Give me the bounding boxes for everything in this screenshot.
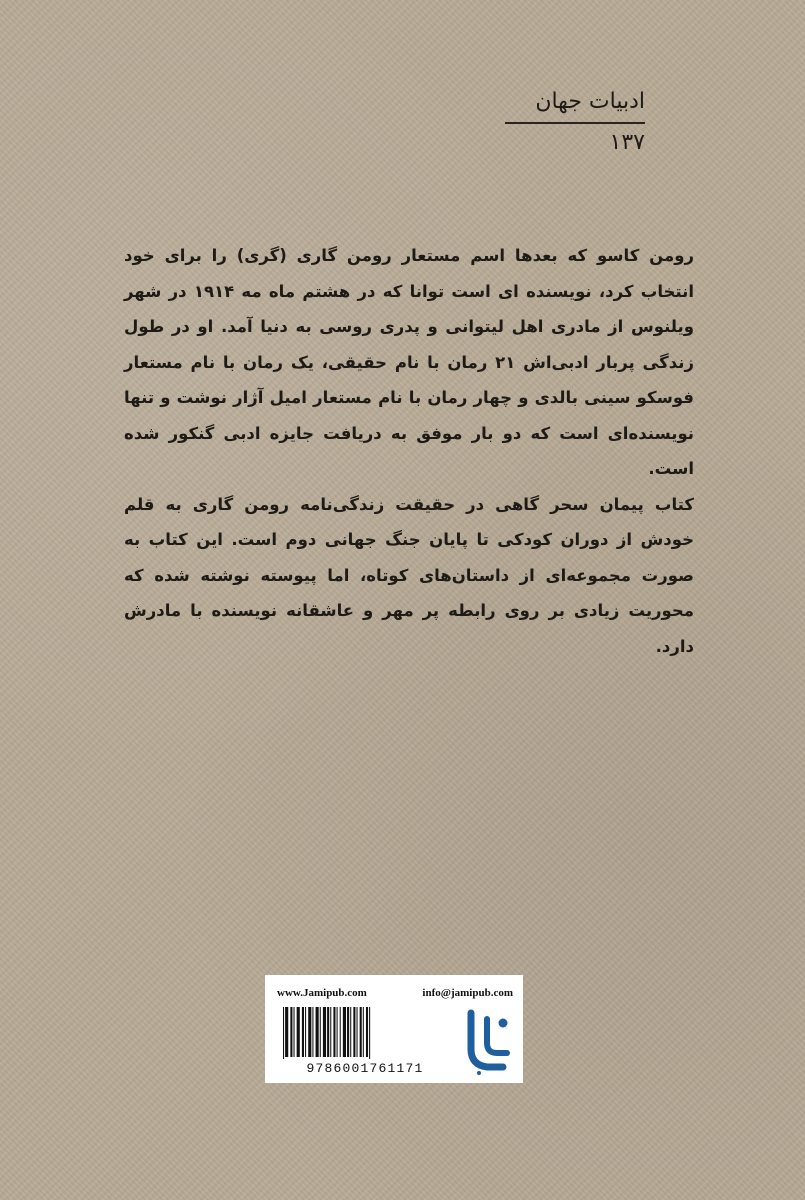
jami-logo-icon [463, 1009, 513, 1075]
barcode-bar [337, 1007, 338, 1057]
series-label [505, 88, 645, 158]
isbn-number: 9786001761171 [306, 1061, 424, 1076]
publisher-info-box [265, 975, 523, 1083]
barcode-bar [347, 1007, 349, 1057]
barcode-bar [294, 1007, 295, 1057]
barcode-bar [312, 1007, 313, 1057]
barcode-bar [327, 1007, 329, 1057]
series-title: ادبیات جهان [505, 88, 645, 124]
barcode-bar [297, 1007, 300, 1057]
barcode-bar [353, 1007, 355, 1057]
barcode-bar [316, 1007, 319, 1057]
barcode-bar [305, 1007, 306, 1057]
blurb-paragraph-1: رومن کاسو که بعدها اسم مستعار رومن گاری (گری) را برای خود انتخاب کرد، نویسنده ای است توانا که در هشتم ماه مه ۱۹۱۴ در شهر ویلنوس از مادری اهل لیتوانی و پدری روسی به دنیا آمد. او در طول زندگی پربار ادبی‌اش ۲۱ رمان با نام حقیقی، یک رمان با نام مستعار فوسکو سینی بالدی و چهار رمان با نام مستعار امیل آژار نوشت و تنها نویسنده‌ای است که دو بار موفق به دریافت جایزه ادبی گنکور شده است. [124, 246, 694, 478]
series-number: ۱۳۷ [609, 130, 645, 155]
blurb-paragraph-2: کتاب پیمان سحر گاهی در حقیقت زندگی‌نامه رومن گاری به قلم خودش از دوران کودکی تا پایان جنگ جهانی دوم است. این کتاب به صورت مجموعه‌ای از داستان‌های کوتاه، اما پیوسته نوشته شده که محوریت زیادی بر روی رابطه پر مهر و عاشقانه نویسنده با مادرش دارد. [124, 494, 694, 656]
back-cover-blurb [124, 238, 694, 664]
barcode-bar [323, 1007, 326, 1057]
barcode-bar [320, 1007, 321, 1057]
barcode-bar [340, 1007, 341, 1057]
publisher-contacts [277, 987, 513, 999]
barcode-bar [302, 1007, 304, 1057]
barcode-bars [275, 1007, 455, 1059]
barcode-bar [308, 1007, 311, 1057]
barcode-bar [285, 1007, 288, 1057]
email-link[interactable]: info@jamipub.com [422, 987, 513, 999]
barcode-bar [357, 1007, 358, 1057]
barcode-bar [290, 1007, 292, 1057]
barcode-bar [350, 1007, 351, 1057]
isbn-barcode [275, 1007, 455, 1077]
barcode-bar [283, 1007, 284, 1059]
barcode-bar [360, 1007, 362, 1057]
barcode-bar [330, 1007, 331, 1057]
barcode-bar [369, 1007, 370, 1059]
barcode-bar [333, 1007, 335, 1057]
website-link[interactable]: www.Jamipub.com [277, 987, 367, 999]
barcode-bar [343, 1007, 346, 1057]
barcode-bar [366, 1007, 368, 1057]
barcode-bar [363, 1007, 364, 1057]
